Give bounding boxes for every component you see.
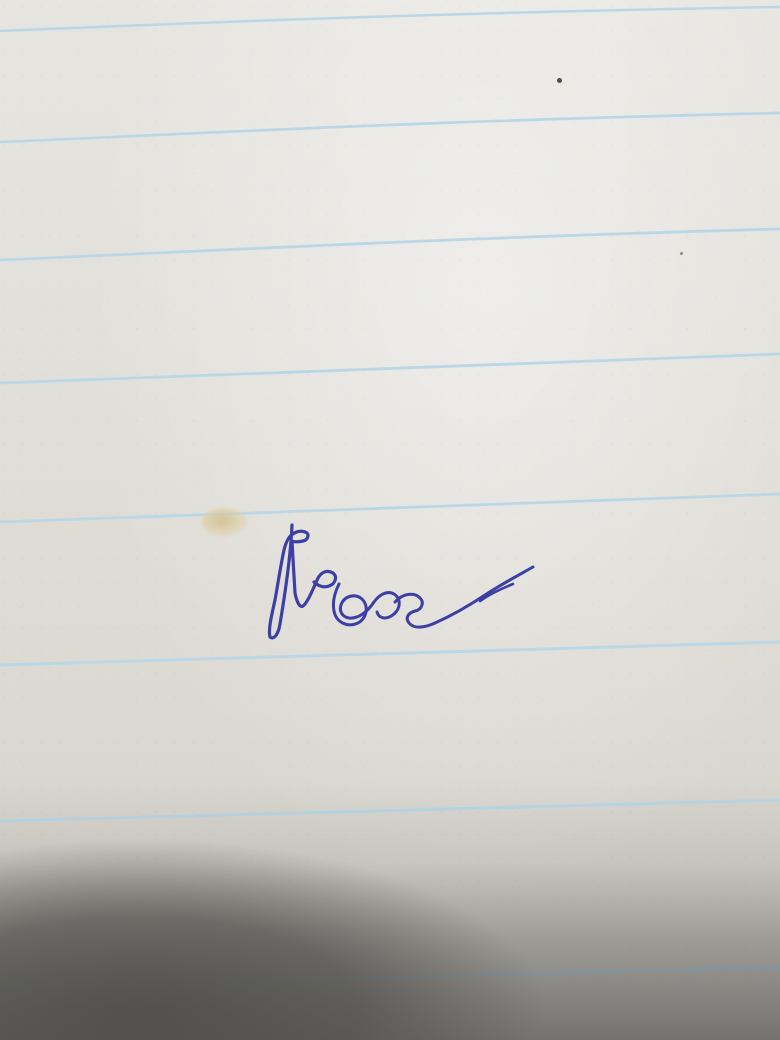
signature-image — [255, 510, 555, 660]
paper-stain — [201, 508, 247, 536]
signature-stroke — [269, 525, 335, 638]
ruled-line — [0, 967, 780, 988]
signature-stroke — [333, 584, 399, 625]
ruled-line — [0, 800, 780, 821]
signature-stroke — [395, 567, 533, 627]
ruled-line — [0, 7, 780, 31]
paper-speck — [680, 252, 683, 255]
ruled-line — [0, 113, 780, 142]
ruled-line — [0, 229, 780, 260]
ruled-line — [0, 354, 780, 383]
paper-speck — [557, 78, 562, 83]
